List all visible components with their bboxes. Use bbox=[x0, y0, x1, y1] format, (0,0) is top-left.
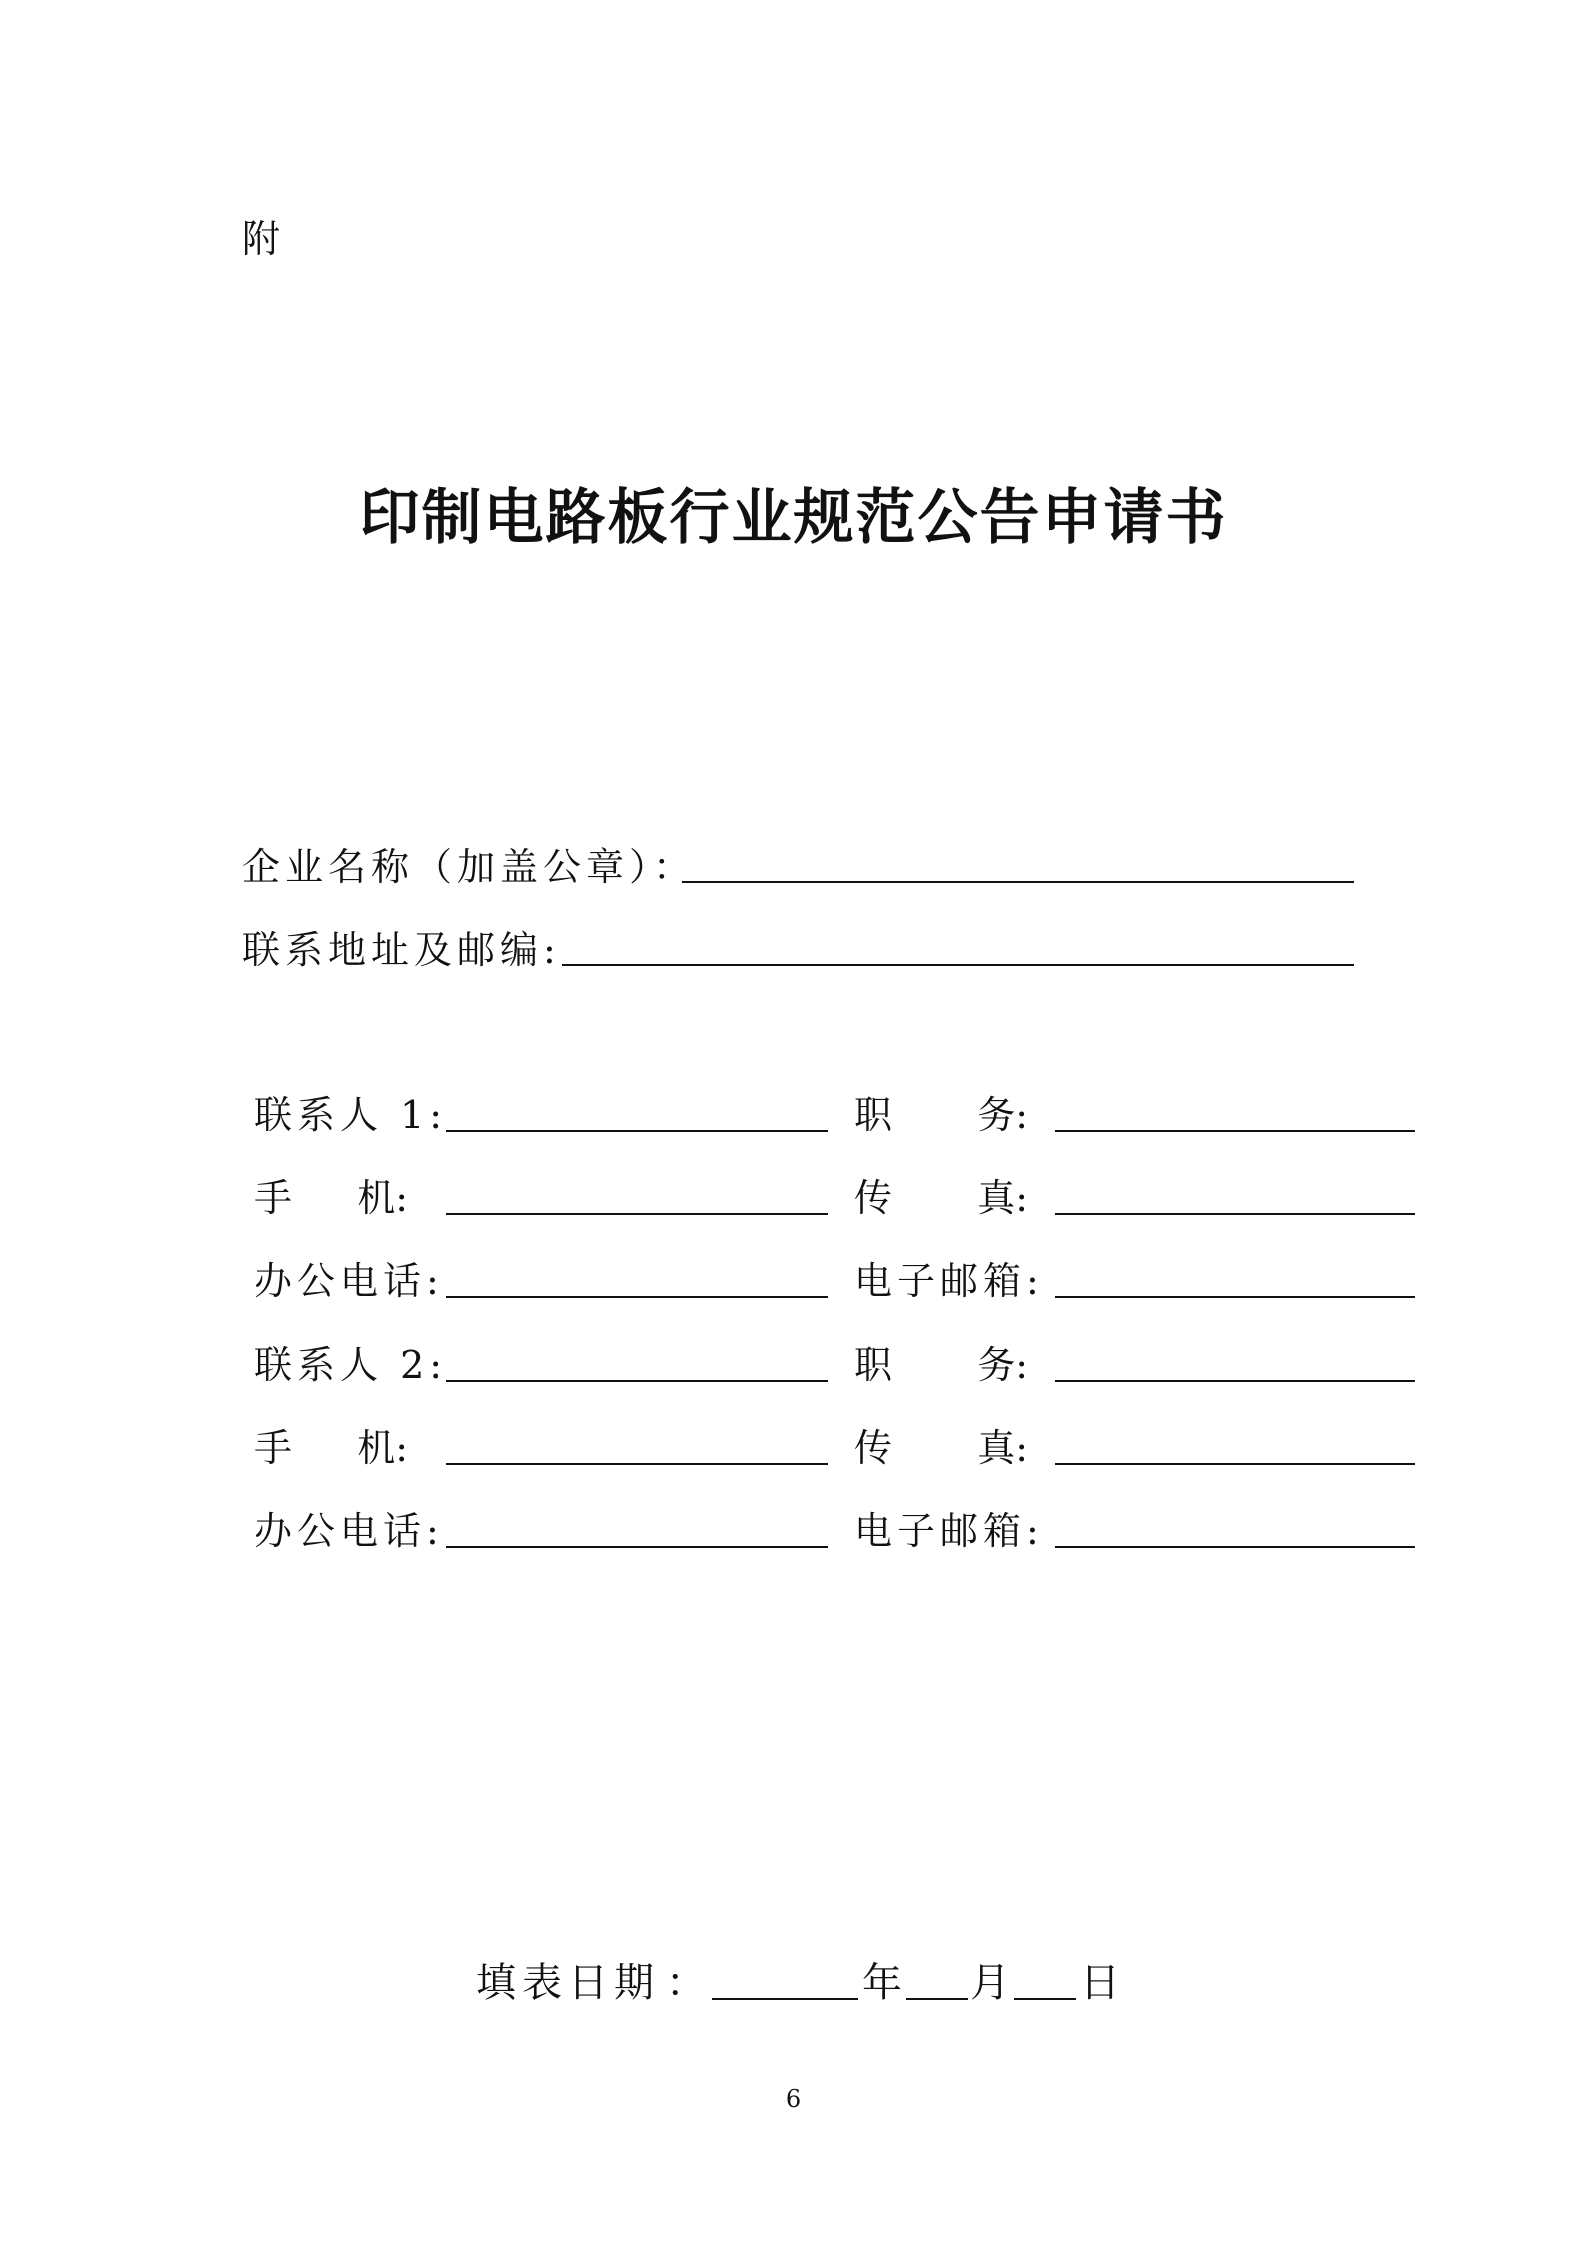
contact1-email-field[interactable] bbox=[1055, 1296, 1415, 1298]
contact2-email-field[interactable] bbox=[1055, 1546, 1415, 1548]
contact1-email-label: 电子邮箱: bbox=[854, 1259, 1044, 1303]
address-field[interactable] bbox=[562, 964, 1354, 966]
contact1-fax-field[interactable] bbox=[1055, 1213, 1415, 1215]
fill-date-month-field[interactable] bbox=[906, 1998, 968, 2000]
company-name-label: 企业名称（加盖公章）： bbox=[242, 845, 697, 889]
contact1-mobile-label-part2: 机: bbox=[357, 1176, 408, 1220]
contact1-mobile-label-part1: 手 bbox=[254, 1176, 293, 1220]
contact2-fax-field[interactable] bbox=[1055, 1463, 1415, 1465]
document-title: 印制电路板行业规范公告申请书 bbox=[359, 483, 1228, 553]
contact1-title-label-part1: 职 bbox=[854, 1093, 893, 1137]
contact2-office-phone-field[interactable] bbox=[446, 1546, 828, 1548]
contact2-fax-label-part1: 传 bbox=[854, 1426, 893, 1470]
contact2-email-label: 电子邮箱: bbox=[854, 1509, 1044, 1553]
contact1-office-phone-field[interactable] bbox=[446, 1296, 828, 1298]
contact1-fax-label bbox=[854, 1173, 1028, 1223]
fill-date-year-label: 年 bbox=[862, 1960, 908, 2006]
contact2-mobile-label bbox=[254, 1423, 408, 1473]
contact1-person-field[interactable] bbox=[446, 1130, 828, 1132]
company-name-field[interactable] bbox=[682, 881, 1354, 883]
address-label: 联系地址及邮编: bbox=[242, 928, 561, 972]
contact2-mobile-field[interactable] bbox=[446, 1463, 828, 1465]
contact1-mobile-field[interactable] bbox=[446, 1213, 828, 1215]
page-number: 6 bbox=[785, 2085, 802, 2113]
contact1-mobile-label bbox=[254, 1173, 408, 1223]
contact2-title-label-part2: 务: bbox=[977, 1343, 1028, 1387]
fill-date-colon: ： bbox=[666, 1960, 712, 2006]
contact1-title-label-part2: 务: bbox=[977, 1093, 1028, 1137]
contact1-title-field[interactable] bbox=[1055, 1130, 1415, 1132]
contact2-person-field[interactable] bbox=[446, 1380, 828, 1382]
contact1-title-label bbox=[854, 1090, 1028, 1140]
fill-date-day-field[interactable] bbox=[1014, 1998, 1076, 2000]
contact2-title-label bbox=[854, 1340, 1028, 1390]
contact2-fax-label bbox=[854, 1423, 1028, 1473]
contact1-fax-label-part1: 传 bbox=[854, 1176, 893, 1220]
contact1-office-phone-label: 办公电话: bbox=[254, 1259, 444, 1303]
fill-date-label: 填表日期 bbox=[476, 1960, 660, 2006]
contact1-fax-label-part2: 真: bbox=[977, 1176, 1028, 1220]
contact1-person-label: 联系人 1: bbox=[254, 1093, 448, 1137]
contact2-title-field[interactable] bbox=[1055, 1380, 1415, 1382]
fill-date-day-label: 日 bbox=[1080, 1960, 1126, 2006]
fill-date-year-field[interactable] bbox=[712, 1998, 858, 2000]
contact2-title-label-part1: 职 bbox=[854, 1343, 893, 1387]
fill-date-month-label: 月 bbox=[970, 1960, 1016, 2006]
contact2-mobile-label-part2: 机: bbox=[357, 1426, 408, 1470]
contact2-mobile-label-part1: 手 bbox=[254, 1426, 293, 1470]
contact2-office-phone-label: 办公电话: bbox=[254, 1509, 444, 1553]
contact2-person-label: 联系人 2: bbox=[254, 1343, 448, 1387]
contact2-fax-label-part2: 真: bbox=[977, 1426, 1028, 1470]
attachment-label: 附 bbox=[242, 217, 281, 261]
